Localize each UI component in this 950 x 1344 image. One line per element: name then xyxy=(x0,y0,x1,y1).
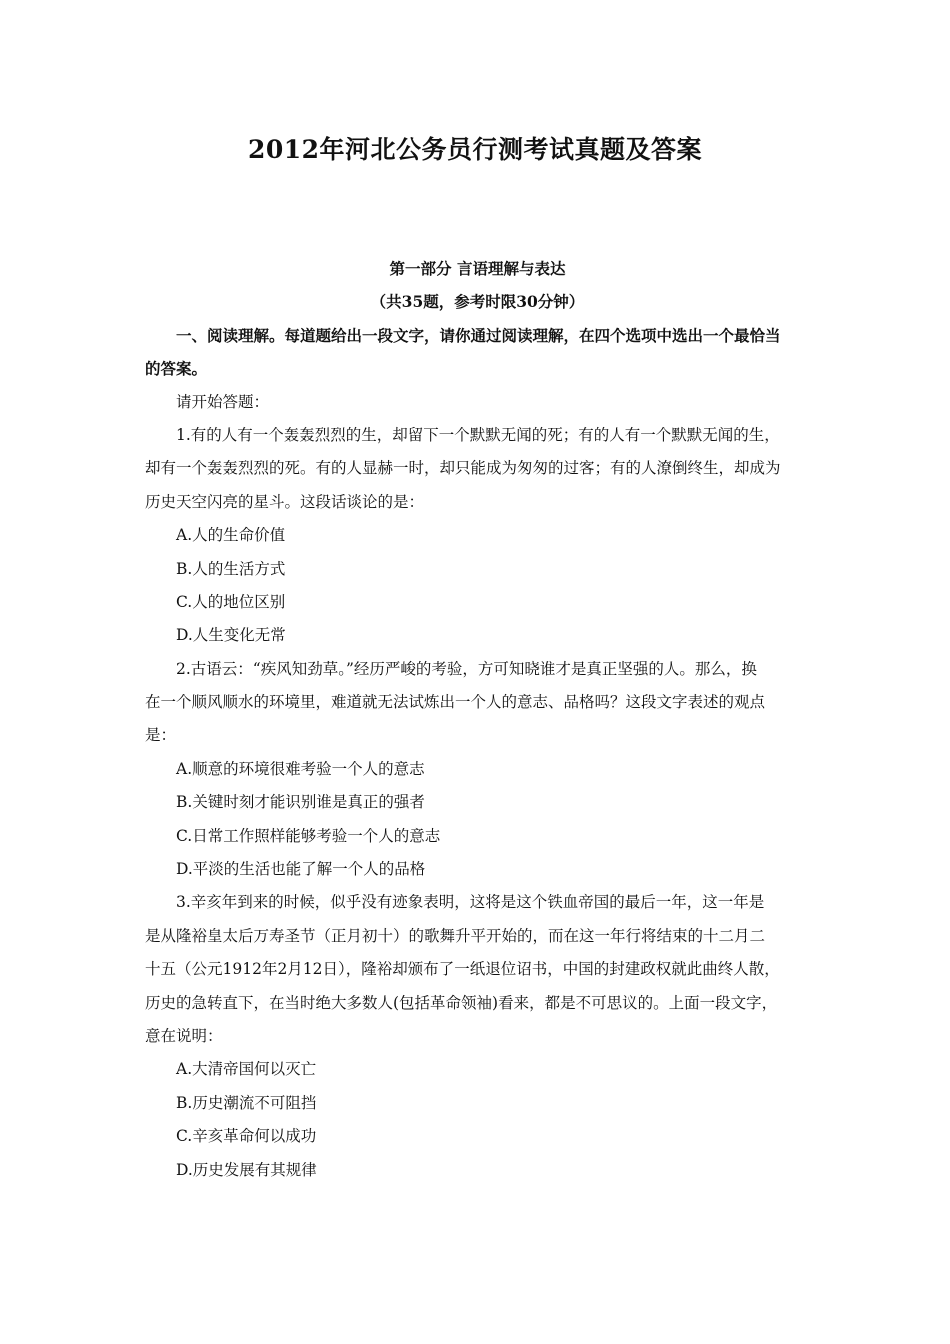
option-b: B.历史潮流不可阻挡 xyxy=(176,1093,317,1112)
question-1 xyxy=(145,419,810,653)
option-c: C.人的地位区别 xyxy=(176,592,286,611)
question-stem-line: 却有一个轰轰烈烈的死。有的人显赫一时，却只能成为匆匆的过客；有的人潦倒终生，却成为 xyxy=(145,459,781,478)
option-a: A.大清帝国何以灭亡 xyxy=(176,1060,317,1079)
question-stem-line: 意在说明： xyxy=(145,1026,223,1045)
option-c: C.辛亥革命何以成功 xyxy=(176,1127,317,1146)
option-c: C.日常工作照样能够考验一个人的意志 xyxy=(176,826,441,845)
option-b: B.关键时刻才能识别谁是真正的强者 xyxy=(176,793,425,812)
question-stem-line: 历史的急转直下，在当时绝大多数人(包括革命领袖)看来，都是不可思议的。上面一段文字， xyxy=(145,993,778,1012)
option-d: D.平淡的生活也能了解一个人的品格 xyxy=(176,860,426,879)
instruction-line-1: 一、阅读理解。每道题给出一段文字，请你通过阅读理解，在四个选项中选出一个最恰当 xyxy=(176,325,781,345)
question-stem-line: 1.有的人有一个轰轰烈烈的生，却留下一个默默无闻的死；有的人有一个默默无闻的生， xyxy=(176,425,780,444)
document-body xyxy=(145,252,810,1187)
question-stem-line: 2.古语云：“疾风知劲草。”经历严峻的考验，方可知晓谁才是真正坚强的人。那么，换 xyxy=(176,659,757,678)
start-prompt: 请开始答题： xyxy=(176,392,270,411)
question-stem-line: 历史天空闪亮的星斗。这段话谈论的是： xyxy=(145,492,425,511)
part-subheading: （共35题，参考时限30分钟） xyxy=(370,292,585,312)
option-d: D.历史发展有其规律 xyxy=(176,1160,317,1179)
question-stem-line: 是： xyxy=(145,726,177,745)
question-stem-line: 是从隆裕皇太后万寿圣节（正月初十）的歌舞升平开始的，而在这一年行将结束的十二月二 xyxy=(145,926,766,945)
question-3 xyxy=(145,886,810,1187)
question-2 xyxy=(145,653,810,887)
instruction-line-2: 的答案。 xyxy=(145,359,208,379)
part-heading: 第一部分 言语理解与表达 xyxy=(389,259,566,278)
option-a: A.顺意的环境很难考验一个人的意志 xyxy=(176,759,425,778)
question-stem-line: 十五（公元1912年2月12日），隆裕却颁布了一纸退位诏书，中国的封建政权就此曲终人散， xyxy=(145,960,780,979)
document-title: 2012年河北公务员行测考试真题及答案 xyxy=(247,135,703,164)
option-a: A.人的生命价值 xyxy=(176,526,286,545)
question-stem-line: 3.辛亥年到来的时候，似乎没有迹象表明，这将是这个铁血帝国的最后一年，这一年是 xyxy=(176,893,765,912)
option-d: D.人生变化无常 xyxy=(176,626,286,645)
option-b: B.人的生活方式 xyxy=(176,559,286,578)
question-stem-line: 在一个顺风顺水的环境里，难道就无法试炼出一个人的意志、品格吗？这段文字表述的观点 xyxy=(145,693,766,712)
